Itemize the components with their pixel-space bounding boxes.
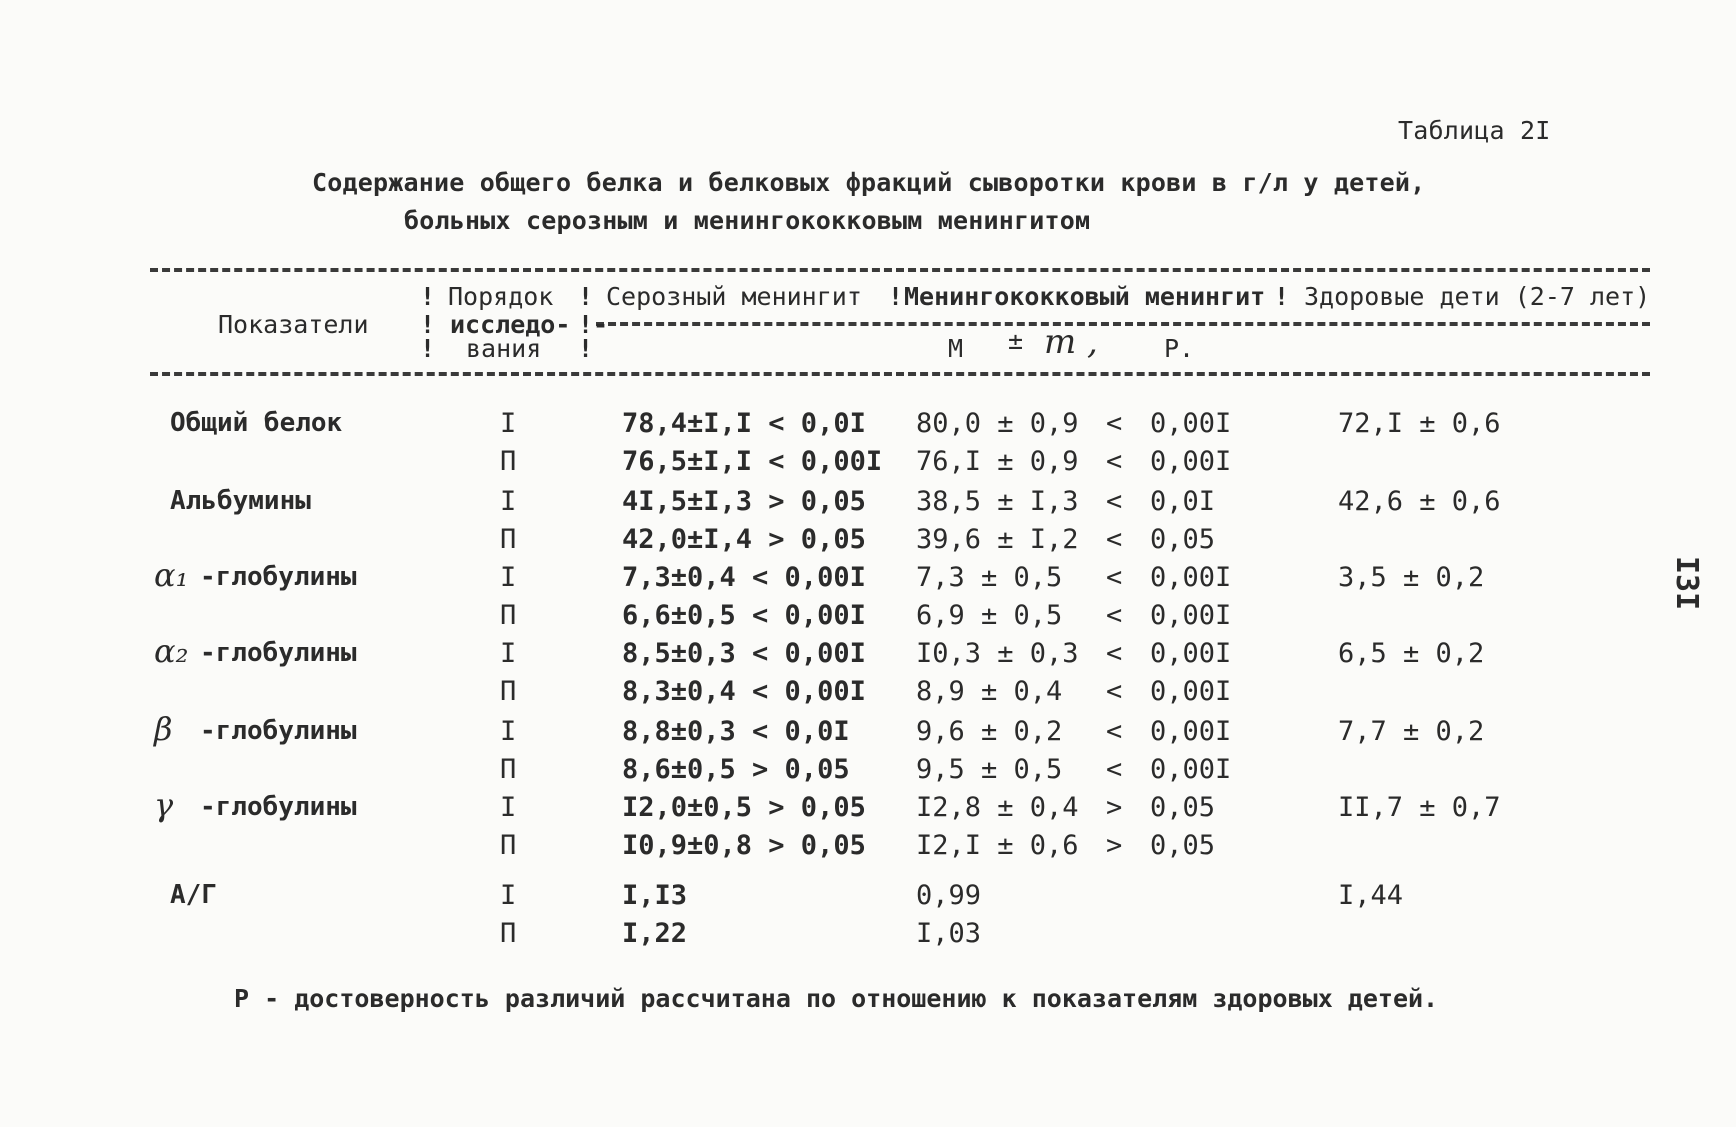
header-stat-p: Р. [1164,334,1195,363]
healthy-cell: II,7 ± 0,7 [1338,792,1501,823]
header-indicators: Показатели [218,310,369,339]
header-order-line3: вания [466,334,542,363]
meningococcal-value-cell: 7,3 ± 0,5 [916,562,1063,593]
header-stat-m: М [948,334,964,363]
meningococcal-p-cell: 0,00I [1150,754,1232,785]
serous-cell: 7,3±0,4 < 0,00I [622,562,866,593]
order-cell: П [500,600,517,631]
header-top-rule [150,268,1650,272]
meningococcal-value-cell: I,03 [916,918,982,949]
meningococcal-p-cell: 0,00I [1150,716,1232,747]
greek-symbol: γ [154,786,174,824]
header-stat-pm: ± [1008,326,1024,355]
meningococcal-compare-cell: < [1106,562,1123,593]
serous-cell: 8,8±0,3 < 0,0I [622,716,850,747]
order-cell: П [500,524,517,555]
order-cell: I [500,792,517,823]
meningococcal-compare-cell: < [1106,754,1123,785]
meningococcal-compare-cell: < [1106,676,1123,707]
healthy-cell: 7,7 ± 0,2 [1338,716,1485,747]
order-cell: П [500,830,517,861]
header-meningococcal: Менингококковый менингит [904,282,1266,311]
order-cell: I [500,880,517,911]
meningococcal-compare-cell: < [1106,486,1123,517]
order-cell: I [500,716,517,747]
meningococcal-value-cell: 9,5 ± 0,5 [916,754,1063,785]
order-cell: I [500,562,517,593]
col-separator: ! [420,282,436,311]
order-cell: П [500,918,517,949]
meningococcal-value-cell: I2,8 ± 0,4 [916,792,1079,823]
meningococcal-value-cell: 0,99 [916,880,982,911]
footnote: Р - достоверность различий рассчитана по отношению к показателям здоровых детей. [234,984,1439,1013]
order-cell: П [500,676,517,707]
meningococcal-p-cell: 0,00I [1150,446,1232,477]
header-stat-mm: m , [1044,322,1098,362]
meningococcal-p-cell: 0,00I [1150,676,1232,707]
serous-cell: I,I3 [622,880,688,911]
indicator-name: -глобулины [200,792,357,822]
meningococcal-compare-cell: < [1106,446,1123,477]
indicator-name: Общий белок [170,408,343,438]
page-number: I3I [1669,556,1704,611]
order-cell: П [500,754,517,785]
col-separator: !- [578,310,609,339]
col-separator: ! [578,282,594,311]
meningococcal-compare-cell: > [1106,792,1123,823]
meningococcal-value-cell: 8,9 ± 0,4 [916,676,1063,707]
meningococcal-value-cell: 76,I ± 0,9 [916,446,1079,477]
meningococcal-p-cell: 0,05 [1150,830,1216,861]
meningococcal-compare-cell: > [1106,830,1123,861]
meningococcal-value-cell: 39,6 ± I,2 [916,524,1079,555]
header-serous: Серозный менингит [606,282,862,311]
meningococcal-compare-cell: < [1106,524,1123,555]
indicator-name: -глобулины [200,638,357,668]
meningococcal-compare-cell: < [1106,716,1123,747]
serous-cell: 8,3±0,4 < 0,00I [622,676,866,707]
serous-cell: I2,0±0,5 > 0,05 [622,792,866,823]
meningococcal-compare-cell: < [1106,638,1123,669]
meningococcal-p-cell: 0,0I [1150,486,1216,517]
serous-cell: I,22 [622,918,688,949]
order-cell: I [500,638,517,669]
col-separator: ! [1274,282,1290,311]
meningococcal-p-cell: 0,00I [1150,562,1232,593]
serous-cell: I0,9±0,8 > 0,05 [622,830,866,861]
col-separator: ! [888,282,904,311]
serous-cell: 6,6±0,5 < 0,00I [622,600,866,631]
meningococcal-value-cell: 80,0 ± 0,9 [916,408,1079,439]
healthy-cell: I,44 [1338,880,1404,911]
header-bottom-rule [150,372,1650,376]
header-healthy: Здоровые дети (2-7 лет) [1304,282,1651,311]
meningococcal-compare-cell: < [1106,600,1123,631]
col-separator: ! [578,334,594,363]
meningococcal-p-cell: 0,00I [1150,600,1232,631]
serous-cell: 42,0±I,4 > 0,05 [622,524,866,555]
indicator-name: -глобулины [200,562,357,592]
meningococcal-value-cell: I0,3 ± 0,3 [916,638,1079,669]
serous-cell: 4I,5±I,3 > 0,05 [622,486,866,517]
meningococcal-value-cell: 38,5 ± I,3 [916,486,1079,517]
meningococcal-value-cell: 9,6 ± 0,2 [916,716,1063,747]
meningococcal-compare-cell: < [1106,408,1123,439]
table-title-line1: Содержание общего белка и белковых фракций сыворотки крови в г/л у детей, [312,168,1426,197]
greek-symbol: β [154,710,173,748]
healthy-cell: 42,6 ± 0,6 [1338,486,1501,517]
serous-cell: 8,5±0,3 < 0,00I [622,638,866,669]
table-label: Таблица 2I [1398,116,1551,145]
order-cell: I [500,408,517,439]
header-order-line2: исследо- [450,310,571,339]
indicator-name: Альбумины [170,486,311,516]
greek-symbol: α₁ [154,556,189,594]
order-cell: П [500,446,517,477]
healthy-cell: 72,I ± 0,6 [1338,408,1501,439]
meningococcal-value-cell: 6,9 ± 0,5 [916,600,1063,631]
meningococcal-value-cell: I2,I ± 0,6 [916,830,1079,861]
serous-cell: 76,5±I,I < 0,00I [622,446,883,477]
header-order-line1: Порядок [448,282,554,311]
table-title-line2: больных серозным и менингококковым менингитом [404,206,1091,235]
serous-cell: 78,4±I,I < 0,0I [622,408,866,439]
meningococcal-p-cell: 0,00I [1150,638,1232,669]
serous-cell: 8,6±0,5 > 0,05 [622,754,850,785]
meningococcal-p-cell: 0,00I [1150,408,1232,439]
healthy-cell: 6,5 ± 0,2 [1338,638,1485,669]
col-separator: ! [420,310,436,339]
indicator-name: А/Г [170,880,217,910]
meningococcal-p-cell: 0,05 [1150,792,1216,823]
meningococcal-p-cell: 0,05 [1150,524,1216,555]
greek-symbol: α₂ [154,632,189,670]
indicator-name: -глобулины [200,716,357,746]
healthy-cell: 3,5 ± 0,2 [1338,562,1485,593]
header-mid-rule [596,322,1650,326]
col-separator: ! [420,334,436,363]
order-cell: I [500,486,517,517]
